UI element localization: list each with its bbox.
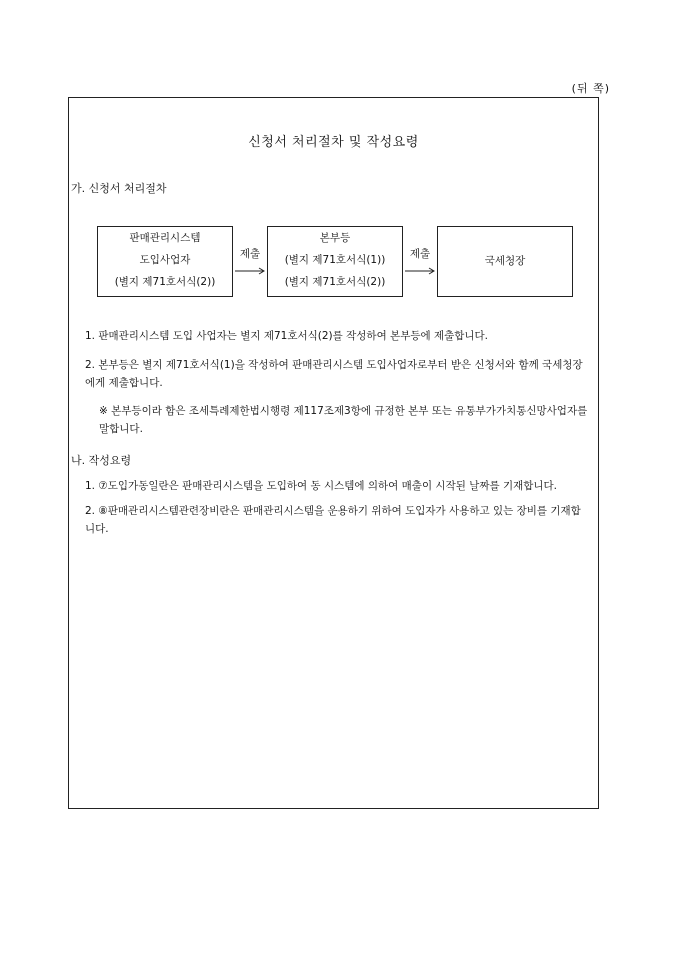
section-b-heading: 나. 작성요령 — [71, 454, 132, 467]
page-side-label: (뒤 쪽) — [571, 82, 610, 95]
page-title: 신청서 처리절차 및 작성요령 — [248, 135, 419, 150]
box-applicant-line-3: (별지 제71호서식(2)) — [114, 276, 216, 288]
document-frame — [68, 97, 599, 809]
arrow-2-icon — [403, 266, 437, 276]
section-a-note: ※ 본부등이라 함은 조세특례제한법시행령 제117조제3항에 규정한 본부 또는 유통부가가치통신망사업자를 말합니다. — [99, 405, 588, 435]
box-nts-commissioner-label: 국세청장 — [484, 255, 526, 267]
box-applicant-line-1: 판매관리시스템 — [129, 232, 201, 244]
arrow-1-icon — [233, 266, 267, 276]
box-headquarters-line-2: (별지 제71호서식(1)) — [284, 254, 386, 266]
box-headquarters — [267, 226, 403, 297]
box-headquarters-line-3: (별지 제71호서식(2)) — [284, 276, 386, 288]
arrow-2-label: 제출 — [409, 248, 431, 260]
section-a-item-1: 1. 판매관리시스템 도입 사업자는 별지 제71호서식(2)를 작성하여 본부등에 제출합니다. — [85, 330, 489, 342]
box-nts-commissioner — [437, 226, 573, 297]
section-b-item-1: 1. ⑦도입가동일란은 판매관리시스템을 도입하여 동 시스템에 의하여 매출이 시작된 날짜를 기재합니다. — [85, 480, 558, 492]
section-b-item-2: 2. ⑧판매관리시스템관련장비란은 판매관리시스템을 운용하기 위하여 도입자가 사용하고 있는 장비를 기재합니다. — [85, 505, 581, 535]
arrow-1-label: 제출 — [239, 248, 261, 260]
section-a-item-2: 2. 본부등은 별지 제71호서식(1)을 작성하여 판매관리시스템 도입사업자로부터 받은 신청서와 함께 국세청장에게 제출합니다. — [85, 359, 583, 389]
box-applicant — [97, 226, 233, 297]
box-headquarters-line-1: 본부등 — [319, 232, 351, 244]
box-applicant-line-2: 도입사업자 — [139, 254, 191, 266]
section-a-heading: 가. 신청서 처리절차 — [71, 182, 167, 195]
